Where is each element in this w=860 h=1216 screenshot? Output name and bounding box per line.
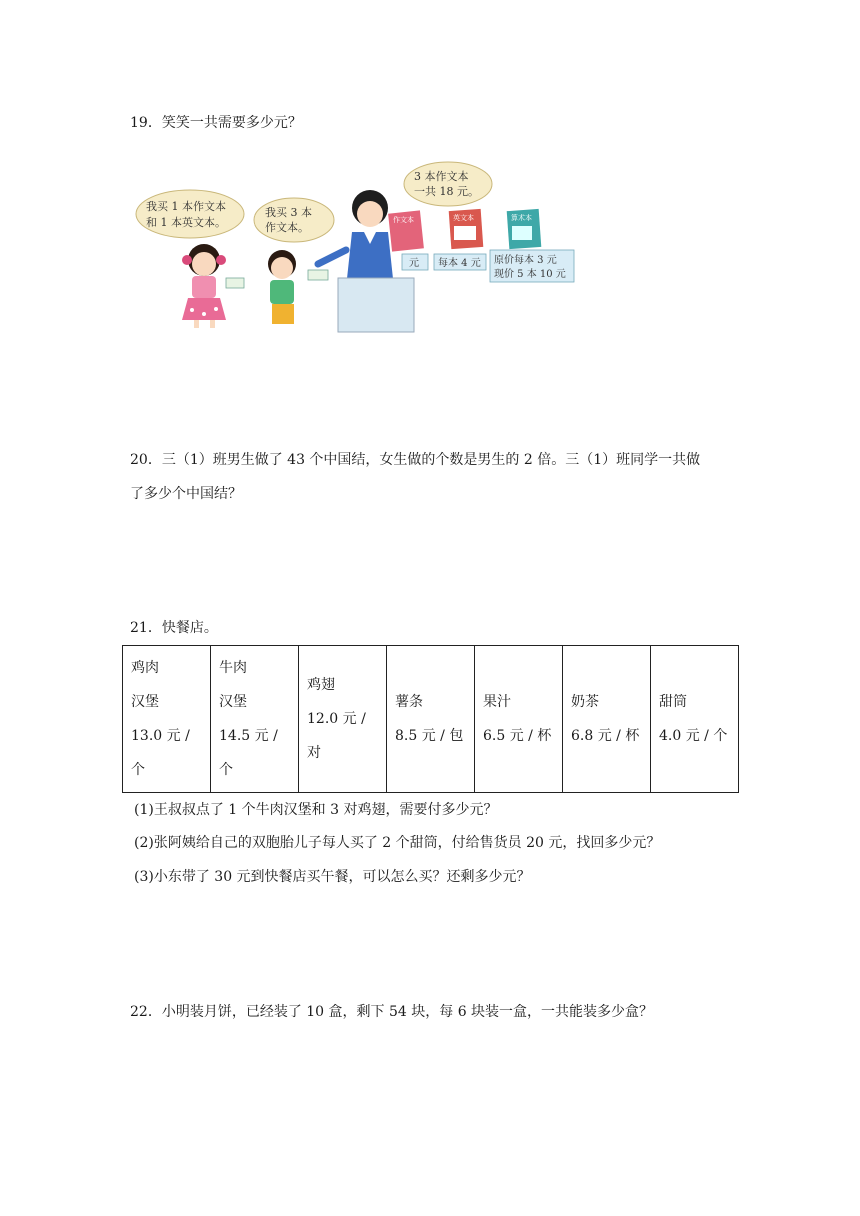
question-20-line-2: 了多少个中国结？: [130, 486, 242, 502]
math-price-line-2: 现价 5 本 10 元: [494, 269, 566, 280]
menu-cell-line: 6.8 元 / 杯: [571, 728, 640, 744]
teacher-speech-line-1: 3 本作文本: [414, 170, 469, 183]
girl-speech-line-1: 我买 1 本作文本: [146, 200, 226, 213]
menu-row: [123, 646, 739, 793]
question-21-sub-3: (3)小东带了 30 元到快餐店买午餐，可以怎么买？还剩多少元？: [134, 869, 531, 885]
menu-cell: [387, 646, 475, 793]
menu-cell: [299, 646, 387, 793]
math-book: [507, 209, 542, 249]
menu-cell: [123, 646, 211, 793]
menu-cell-line: 6.5 元 / 杯: [483, 728, 552, 744]
shopping-illustration: [132, 160, 577, 335]
english-price: 每本 4 元: [438, 258, 481, 269]
question-20-line-1: 20．三（1）班男生做了 43 个中国结，女生做的个数是男生的 2 倍。三（1）班同学一共做: [130, 452, 701, 468]
math-price-line-1: 原价每本 3 元: [494, 255, 557, 266]
boy-speech-line-1: 我买 3 本: [265, 206, 312, 219]
menu-cell-line: 牛肉: [219, 660, 247, 676]
menu-cell-line: 个: [219, 762, 233, 778]
menu-cell-line: 13.0 元 /: [131, 728, 190, 744]
shop-counter: [338, 278, 414, 332]
menu-cell: [211, 646, 299, 793]
question-19: 19．笑笑一共需要多少元？: [130, 115, 302, 131]
menu-cell-line: 果汁: [483, 694, 511, 710]
girl-figure: [182, 244, 244, 328]
question-21-title: 21．快餐店。: [130, 620, 218, 636]
menu-cell-line: 奶茶: [571, 694, 599, 710]
menu-price-table: [122, 645, 739, 793]
english-book: [449, 209, 484, 249]
composition-price: 元: [409, 258, 419, 269]
boy-speech-bubble: [254, 198, 334, 242]
boy-speech-line-2: 作文本。: [265, 221, 309, 234]
question-21-sub-2: (2)张阿姨给自己的双胞胎儿子每人买了 2 个甜筒，付给售货员 20 元，找回多少元？: [134, 835, 661, 851]
menu-cell-line: 汉堡: [131, 694, 159, 710]
menu-cell: [475, 646, 563, 793]
menu-cell-line: 甜筒: [659, 694, 687, 710]
math-book-label: 算术本: [511, 214, 532, 222]
girl-speech-bubble: [136, 190, 244, 238]
menu-cell-line: 汉堡: [219, 694, 247, 710]
menu-cell-line: 鸡翅: [307, 677, 335, 693]
menu-cell-line: 8.5 元 / 包: [395, 728, 464, 744]
question-22: 22．小明装月饼，已经装了 10 盒，剩下 54 块，每 6 块装一盒，一共能装多少盒？: [130, 1004, 654, 1020]
menu-cell-line: 薯条: [395, 694, 423, 710]
menu-cell-line: 14.5 元 /: [219, 728, 278, 744]
menu-cell: [651, 646, 739, 793]
teacher-figure: [318, 190, 394, 288]
composition-book: [388, 210, 424, 251]
menu-cell-line: 12.0 元 /: [307, 711, 366, 727]
girl-speech-line-2: 和 1 本英文本。: [146, 216, 226, 229]
menu-cell-line: 鸡肉: [131, 660, 159, 676]
menu-cell-line: 个: [131, 762, 145, 778]
question-21-sub-1: (1)王叔叔点了 1 个牛肉汉堡和 3 对鸡翅，需要付多少元？: [134, 802, 498, 818]
composition-book-label: 作文本: [393, 216, 414, 224]
teacher-speech-line-2: 一共 18 元。: [414, 185, 479, 198]
menu-cell-line: 4.0 元 / 个: [659, 728, 728, 744]
menu-cell: [563, 646, 651, 793]
menu-cell-line: 对: [307, 745, 321, 761]
teacher-speech-bubble: [404, 162, 492, 206]
english-book-label: 英文本: [453, 214, 474, 222]
